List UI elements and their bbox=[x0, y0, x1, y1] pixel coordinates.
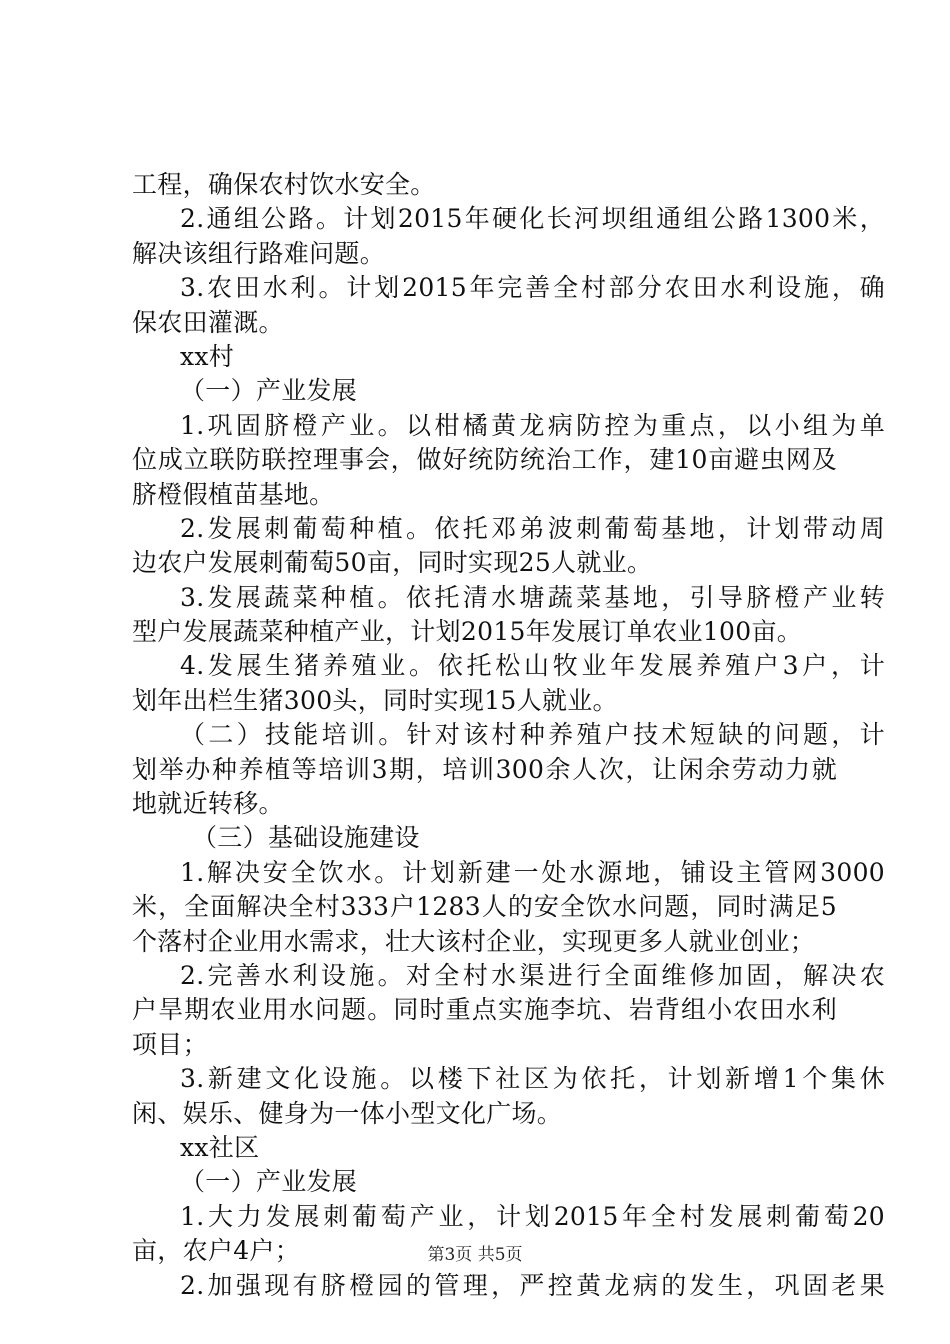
text-line: 1.解决安全饮水。计划新建一处水源地，铺设主管网3000 bbox=[180, 857, 885, 887]
subsection-heading: （一）产业发展 bbox=[180, 1167, 358, 1197]
text-line: 脐橙假植苗基地。 bbox=[132, 479, 335, 509]
section-heading-community: xx社区 bbox=[180, 1132, 260, 1162]
text-line: 4.发展生猪养殖业。依托松山牧业年发展养殖户3户，计 bbox=[180, 651, 885, 681]
document-body bbox=[132, 168, 885, 1303]
subsection-heading: （三）基础设施建设 bbox=[192, 823, 420, 853]
text-line: 米，全面解决全村333户1283人的安全饮水问题，同时满足5 bbox=[132, 892, 837, 922]
page-number-footer: 第3页 共5页 bbox=[427, 1245, 523, 1265]
text-line: 划举办种养植等培训3期，培训300余人次，让闲余劳动力就 bbox=[132, 754, 837, 784]
text-line: 1.大力发展刺葡萄产业，计划2015年全村发展刺葡萄20 bbox=[180, 1201, 885, 1231]
text-line: 型户发展蔬菜种植产业，计划2015年发展订单农业100亩。 bbox=[132, 617, 803, 647]
section-heading-village: xx村 bbox=[180, 341, 235, 371]
text-line: 1.巩固脐橙产业。以柑橘黄龙病防控为重点，以小组为单 bbox=[180, 410, 885, 440]
text-line: 工程，确保农村饮水安全。 bbox=[132, 170, 436, 199]
text-line: 解决该组行路难问题。 bbox=[132, 238, 386, 268]
text-line: 划年出栏生猪300头，同时实现15人就业。 bbox=[132, 685, 618, 715]
text-line: 3.发展蔬菜种植。依托清水塘蔬菜基地，引导脐橙产业转 bbox=[180, 582, 885, 612]
text-line: 2.加强现有脐橙园的管理，严控黄龙病的发生，巩固老果 bbox=[180, 1270, 885, 1300]
text-line: 闲、娱乐、健身为一体小型文化广场。 bbox=[132, 1098, 563, 1128]
text-line: 个落村企业用水需求，壮大该村企业，实现更多人就业创业； bbox=[132, 926, 816, 956]
text-line: 2.完善水利设施。对全村水渠进行全面维修加固，解决农 bbox=[180, 960, 885, 990]
text-line: 2.发展刺葡萄种植。依托邓弟波刺葡萄基地，计划带动周 bbox=[180, 513, 885, 543]
text-line: 3.农田水利。计划2015年完善全村部分农田水利设施，确 bbox=[180, 273, 885, 303]
text-line: （二）技能培训。针对该村种养殖户技术短缺的问题，计 bbox=[180, 720, 885, 750]
text-line: 户旱期农业用水问题。同时重点实施李坑、岩背组小农田水利 bbox=[132, 995, 837, 1025]
text-line: 项目； bbox=[132, 1029, 208, 1059]
text-line: 保农田灌溉。 bbox=[132, 307, 284, 337]
text-line: 2.通组公路。计划2015年硬化长河坝组通组公路1300米， bbox=[180, 204, 885, 234]
subsection-heading: （一）产业发展 bbox=[180, 376, 358, 406]
text-line: 3.新建文化设施。以楼下社区为依托，计划新增1个集休 bbox=[180, 1064, 885, 1094]
text-line: 地就近转移。 bbox=[132, 789, 284, 819]
text-line: 亩，农户4户； bbox=[132, 1236, 301, 1266]
text-line: 边农户发展刺葡萄50亩，同时实现25人就业。 bbox=[132, 548, 653, 578]
text-line: 位成立联防联控理事会，做好统防统治工作，建10亩避虫网及 bbox=[132, 445, 837, 475]
